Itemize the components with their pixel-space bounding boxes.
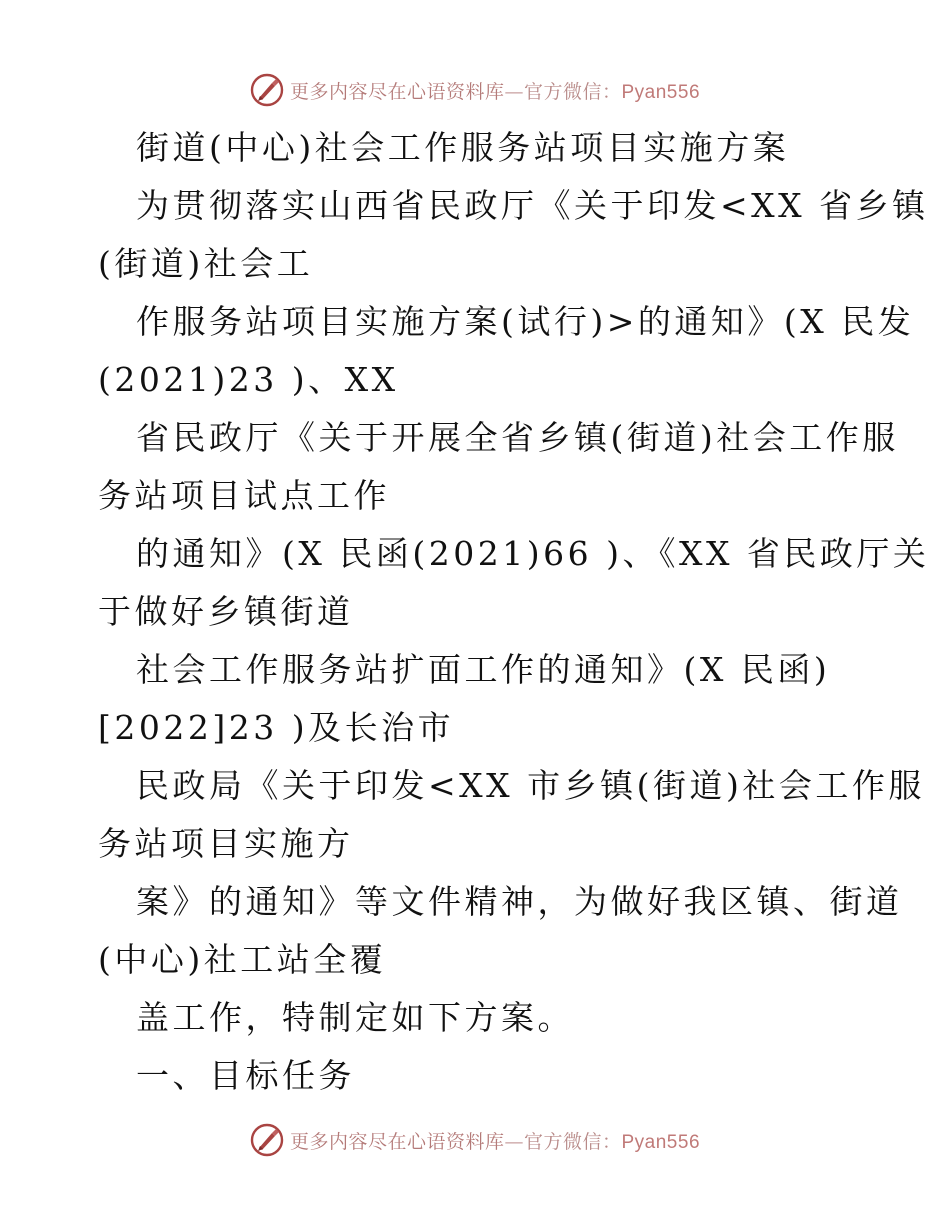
- paragraph-line: 社会工作服务站扩面工作的通知》(X 民函): [136, 650, 831, 689]
- watermark-official: 官方微信：: [523, 1130, 622, 1153]
- paragraph-line: (中心)社工站全覆: [98, 940, 387, 979]
- header-watermark: [0, 70, 950, 110]
- watermark-id: Pyan556: [621, 1131, 701, 1153]
- watermark-text: [290, 1127, 700, 1154]
- paragraph-line: 为贯彻落实山西省民政厅《关于印发<XX 省乡镇: [136, 186, 929, 225]
- watermark-official: 官方微信：: [523, 80, 622, 103]
- paragraph-line: 的通知》(X 民函(2021)66 )、《XX 省民政厅关: [136, 534, 930, 573]
- paragraph-line: (街道)社会工: [98, 244, 314, 283]
- watermark-text: [290, 77, 700, 104]
- paragraph-line: [2022]23 )及长治市: [98, 708, 455, 747]
- watermark-dash: —: [504, 1130, 524, 1153]
- paragraph-line: 省民政厅《关于开展全省乡镇(街道)社会工作服: [136, 418, 899, 457]
- watermark-dash: —: [504, 80, 524, 103]
- pen-logo-icon: [250, 1123, 284, 1157]
- section-heading: 一、目标任务: [136, 1056, 355, 1095]
- paragraph-line: 务站项目实施方: [98, 824, 354, 863]
- paragraph-line: 民政局《关于印发<XX 市乡镇(街道)社会工作服: [136, 766, 925, 805]
- paragraph-line: 作服务站项目实施方案(试行)>的通知》(X 民发: [136, 302, 915, 341]
- paragraph-line: 于做好乡镇街道: [98, 592, 354, 631]
- paragraph-line: (2021)23 )、XX: [98, 360, 399, 399]
- pen-logo-icon: [250, 73, 284, 107]
- footer-watermark: [0, 1120, 950, 1160]
- watermark-id: Pyan556: [621, 81, 701, 103]
- watermark-main: 更多内容尽在心语资料库: [289, 80, 505, 103]
- document-title: 街道(中心)社会工作服务站项目实施方案: [136, 128, 790, 167]
- paragraph-line: 务站项目试点工作: [98, 476, 390, 515]
- watermark-main: 更多内容尽在心语资料库: [289, 1130, 505, 1153]
- paragraph-line: 盖工作，特制定如下方案。: [136, 998, 574, 1037]
- paragraph-line: 案》的通知》等文件精神，为做好我区镇、街道: [136, 882, 903, 921]
